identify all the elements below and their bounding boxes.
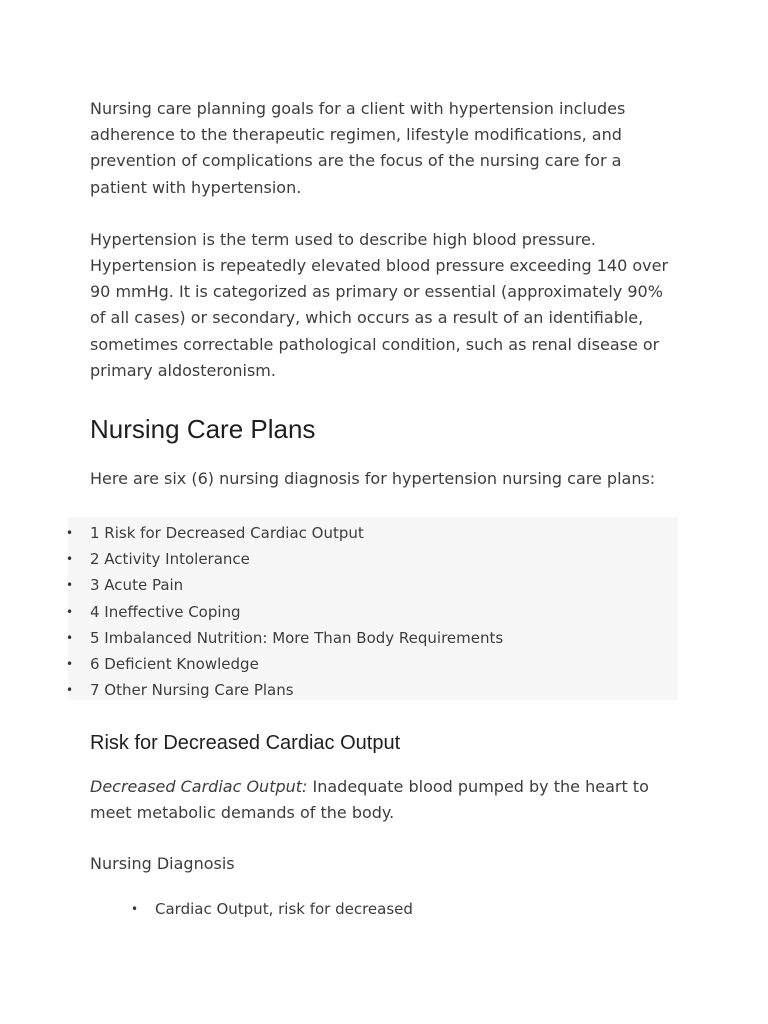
definition-paragraph <box>90 774 680 826</box>
hypertension-definition-paragraph: Hypertension is the term used to describe high blood pressure. Hypertension is repeatedly elevated blood pressure exceeding 140 over 90 mmHg. It is categorized as primary or essential (approximately 90% of all cases) or secondary, which occurs as a result of an identifiable, sometimes correctable pathological condition, such as renal disease or primary aldosteronism. <box>90 229 669 380</box>
toc-item-label[interactable]: 6 Deficient Knowledge <box>90 655 259 674</box>
toc-item-label[interactable]: 5 Imbalanced Nutrition: More Than Body Requirements <box>90 628 504 647</box>
bullet-icon: • <box>131 901 139 916</box>
bullet-icon: • <box>66 657 74 672</box>
bullet-icon: • <box>66 604 74 619</box>
table-of-contents <box>66 520 504 703</box>
toc-item-label[interactable]: 7 Other Nursing Care Plans <box>90 681 294 700</box>
toc-item[interactable] <box>66 546 503 572</box>
subsection-title: Risk for Decreased Cardiac Output <box>90 732 401 754</box>
toc-item[interactable] <box>66 677 503 703</box>
bullet-icon: • <box>66 552 74 567</box>
toc-item[interactable] <box>66 599 503 625</box>
toc-item-label[interactable]: 4 Ineffective Coping <box>90 602 241 621</box>
definition-term: Decreased Cardiac Output: <box>90 777 308 796</box>
toc-item[interactable] <box>66 625 504 651</box>
toc-item[interactable] <box>66 651 503 677</box>
section-intro-line: Here are six (6) nursing diagnosis for hypertension nursing care plans: <box>90 469 656 489</box>
bullet-icon: • <box>66 526 74 540</box>
toc-item[interactable] <box>66 572 503 598</box>
article-body <box>90 96 680 492</box>
toc-item-label[interactable]: 1 Risk for Decreased Cardiac Output <box>90 524 364 542</box>
bullet-icon: • <box>66 683 74 698</box>
toc-item[interactable] <box>66 520 503 546</box>
subsection <box>90 728 680 922</box>
toc-item-label[interactable]: 2 Activity Intolerance <box>90 550 250 569</box>
diagnosis-list <box>90 896 680 922</box>
bullet-icon: • <box>66 630 74 645</box>
definition-text: Inadequate blood pumped by the heart to meet metabolic demands of the body. <box>90 777 649 823</box>
diagnosis-heading: Nursing Diagnosis <box>90 854 235 874</box>
list-item <box>131 896 680 922</box>
bullet-icon: • <box>66 578 74 593</box>
toc-item-label[interactable]: 3 Acute Pain <box>90 576 184 595</box>
section-title: Nursing Care Plans <box>90 414 316 445</box>
intro-paragraph: Nursing care planning goals for a client with hypertension includes adherence to the therapeutic regimen, lifestyle modifications, and prevention of complications are the focus of the nursing care for a patient with hypertension. <box>90 99 626 197</box>
diagnosis-item-label: Cardiac Output, risk for decreased <box>155 899 413 918</box>
